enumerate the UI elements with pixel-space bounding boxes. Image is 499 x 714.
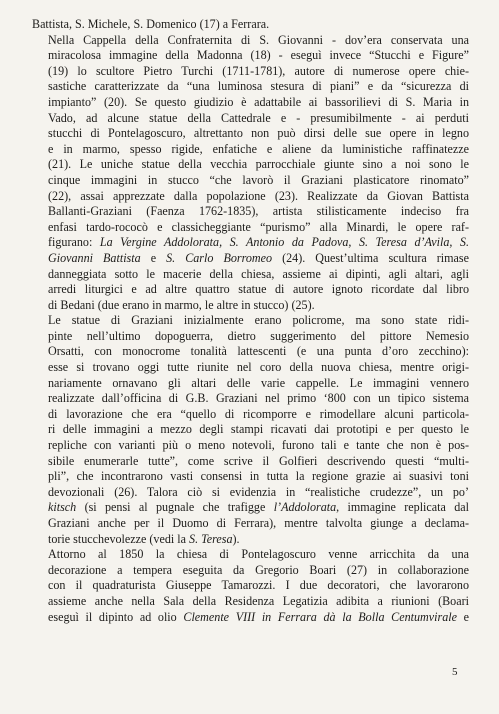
text-line <box>32 438 469 454</box>
text-segment: (22), assai apprezzate dalla popolazione (23). Realizzate da Giovan Battista <box>48 188 469 203</box>
text-line <box>32 189 469 205</box>
text-segment: figurano: <box>48 235 100 250</box>
text-segment: con il quadraturista Giuseppe Tamarozzi. I due decoratori, che lavorarono <box>48 578 469 593</box>
text-segment: arredi liturgici e ad altre quattro statue di autore ignoto ricordate dal libro <box>48 282 469 297</box>
text-segment: Le statue di Graziani inizialmente erano policrome, ma sono state ridi- <box>48 313 469 328</box>
italic-text: Giovanni Battista <box>48 250 141 265</box>
text-segment: decorazione a tempera eseguita da Gregorio Boari (27) in collaborazione <box>48 562 469 577</box>
text-line <box>32 220 469 236</box>
text-segment: ). <box>232 531 240 546</box>
text-segment: pinte nell’ultimo dopoguerra, dietro suggerimento del pittore Nemesio <box>48 328 469 343</box>
paragraph <box>32 547 469 625</box>
text-line <box>32 142 469 158</box>
text-line <box>32 532 469 548</box>
text-segment: sastiche caratterizzate da “una luminosa stesura di piani” e da “sicurezza di <box>48 79 469 94</box>
text-line <box>32 500 469 516</box>
text-segment: pli”, che incontrarono vasti consensi in tutta la regione grazie ai suasivi toni <box>48 469 469 484</box>
text-segment: e <box>140 250 167 265</box>
text-segment: Nella Cappella della Confraternita di S. Giovanni - dov’era conservata una <box>48 32 469 47</box>
text-line <box>32 376 469 392</box>
text-line <box>32 563 469 579</box>
paragraph <box>32 17 469 33</box>
italic-text: S. Teresa <box>189 531 233 546</box>
text-segment: assieme anche nella Sala della Residenza Legatizia adibita a riunioni (Boari <box>48 593 469 608</box>
text-segment: (19) lo scultore Pietro Turchi (1711-1781), autore di numerose opere chie- <box>48 63 469 78</box>
text-line <box>32 360 469 376</box>
text-line <box>32 235 469 251</box>
text-segment: devozionali (26). Talora ciò si evidenzia in “realistiche crudezze”, un po’ <box>48 484 469 499</box>
paragraph <box>32 313 469 547</box>
text-segment: Vado, ad alcune statue della Cattedrale e - presumibilmente - ai perduti <box>48 110 469 125</box>
text-segment: miracolosa immagine della Madonna (18) - eseguì invece “Stucchi e Figure” <box>48 48 469 63</box>
text-line <box>32 298 469 314</box>
text-segment: Ballanti-Graziani (Faenza 1762-1835), artista stilisticamente indeciso fra <box>48 204 469 219</box>
text-line <box>32 454 469 470</box>
text-line <box>32 391 469 407</box>
text-segment: cinque immagini in stucco “che lavorò il Graziani plasticatore rinomato” <box>48 172 469 187</box>
italic-text: kitsch <box>48 500 77 515</box>
italic-text: La Vergine Addolorata, S. Antonio da Padova, S. Teresa d’Avila, S. <box>99 235 470 250</box>
page-number: 5 <box>452 666 458 678</box>
text-line <box>32 313 469 329</box>
text-segment: sibile enumerarle tutte”, come scrive il Golfieri descrivendo questi “multi- <box>48 453 469 468</box>
text-line <box>32 126 469 142</box>
text-line <box>32 422 469 438</box>
text-segment: realizzate dall’officina di G.B. Graziani nel primo ‘800 con un tipico sistema <box>48 391 469 406</box>
text-segment: Attorno al 1850 la chiesa di Pontelagoscuro venne arricchita da una <box>48 547 469 562</box>
text-line <box>32 329 469 345</box>
text-segment: repliche con varianti più o meno notevoli, furono tali e tante che non è pos- <box>48 438 469 453</box>
paragraph <box>32 33 469 314</box>
text-segment: impianto” (20). Se questo giudizio è adattabile ai bassorilievi di S. Maria in <box>48 94 469 109</box>
text-segment: torie stucchevolezze (vedi la <box>48 531 190 546</box>
text-line <box>32 157 469 173</box>
text-segment: (24). Quest’ultima scultura rimase <box>272 250 469 265</box>
text-line <box>32 204 469 220</box>
text-line <box>32 344 469 360</box>
text-line <box>32 17 469 33</box>
text-segment: (21). Le uniche statue della vecchia parrocchiale giunte sino a noi sono le <box>48 157 469 172</box>
text-line <box>32 48 469 64</box>
text-line <box>32 610 469 626</box>
text-segment: stucchi di Pontelagoscuro, altrettanto non può dirsi delle sue opere in legno <box>48 126 469 141</box>
text-segment: di lavorazione che era “quello di ricomporre e rimodellare alcuni particola- <box>48 406 469 421</box>
italic-text: l’Addolorata <box>273 500 337 515</box>
text-segment: e in marmo, spesso rigide, enfatiche e aliene da luministiche raffinatezze <box>48 141 469 156</box>
text-segment: esse si trovano oggi tutte riunite nel coro della nuova chiesa, mentre origi- <box>48 360 469 375</box>
text-segment: (si pensi al pugnale che trafigge <box>76 500 274 515</box>
text-line <box>32 79 469 95</box>
page-body <box>32 17 469 625</box>
text-line <box>32 407 469 423</box>
text-line <box>32 33 469 49</box>
text-line <box>32 469 469 485</box>
text-segment: eseguì il dipinto ad olio <box>48 609 184 624</box>
text-line <box>32 64 469 80</box>
text-segment: ri delle immagini a mezzo degli stampi ricavati dai prototipi e per questo le <box>48 422 469 437</box>
text-line <box>32 282 469 298</box>
text-line <box>32 111 469 127</box>
text-line <box>32 578 469 594</box>
text-segment: enfasi tardo-rococò e classicheggiante “purismo” alla Minardi, le opere raf- <box>48 219 469 234</box>
text-segment: e <box>456 609 470 624</box>
text-segment: , immagine replicata dal <box>336 500 470 515</box>
text-line <box>32 173 469 189</box>
text-segment: di Bedani (due erano in marmo, le altre in stucco) (25). <box>48 297 315 312</box>
text-line <box>32 251 469 267</box>
text-line <box>32 95 469 111</box>
text-segment: Graziani anche per il Duomo di Ferrara), mentre talvolta giunge a declama- <box>48 516 469 530</box>
text-line <box>32 267 469 283</box>
text-segment: Orsatti, con monocrome tonalità lattescenti (e una punta d’oro zecchino): <box>48 344 469 359</box>
text-line <box>32 516 469 532</box>
text-line <box>32 547 469 563</box>
text-segment: nariamente ornavano gli altari delle varie cappelle. Le immagini vennero <box>48 375 469 390</box>
text-line <box>32 485 469 501</box>
italic-text: S. Carlo Borromeo <box>166 250 273 265</box>
text-line <box>32 594 469 610</box>
italic-text: Clemente VIII in Ferrara dà la Bolla Centumvirale <box>183 609 457 624</box>
text-segment: Battista, S. Michele, S. Domenico (17) a Ferrara. <box>32 17 270 31</box>
text-segment: danneggiata sotto le macerie della chiesa, assieme ai dipinti, agli altari, agli <box>48 266 469 281</box>
